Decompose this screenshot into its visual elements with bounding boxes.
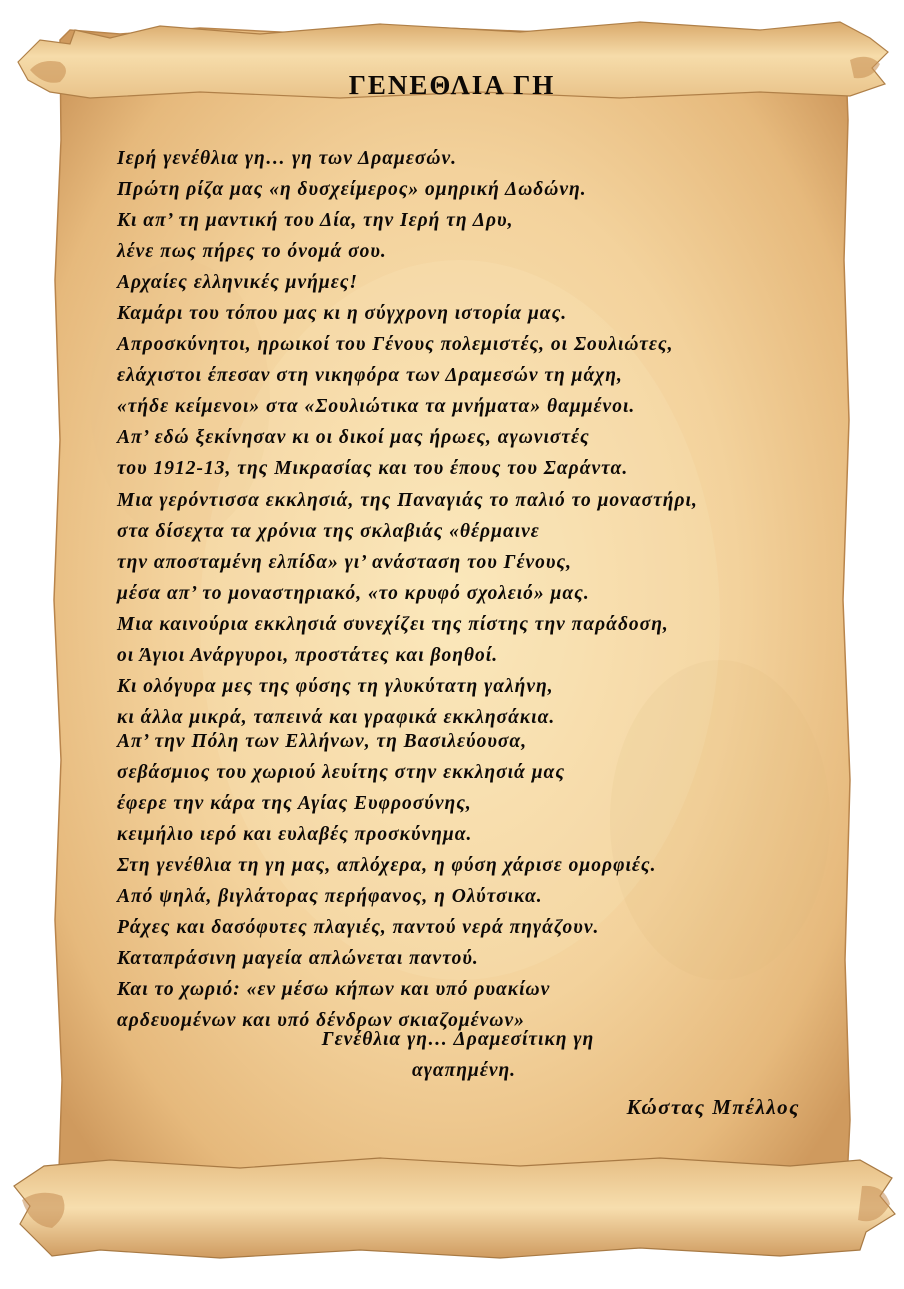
closing-line: Γενέθλια γη… Δραμεσίτικη γη [321,1029,595,1050]
author-signature: Κώστας Μπέλλος [626,1095,800,1119]
poem-line: «τήδε κείμενοι» στα «Σουλιώτικα τα μνήματα» θαμμένοι. [117,396,636,417]
poem-line: λένε πως πήρες το όνομά σου. [117,241,387,262]
poem-line: Κι απ’ τη μαντική του Δία, την Ιερή τη Δρυ, [117,210,514,231]
poem-line: Μια γερόντισσα εκκλησιά, της Παναγιάς το παλιό το μοναστήρι, [117,490,698,511]
poem-line: οι Άγιοι Ανάργυροι, προστάτες και βοηθοί. [117,645,499,666]
poem-line: αρδευομένων και υπό δένδρων σκιαζομένων» [117,1010,525,1031]
poem-line: Ιερή γενέθλια γη… γη των Δραμεσών. [117,148,458,169]
poem-line: την αποσταμένη ελπίδα» γι’ ανάσταση του Γένους, [117,552,572,573]
poem-line: κι άλλα μικρά, ταπεινά και γραφικά εκκλησάκια. [117,707,556,728]
poem-line: σεβάσμιος του χωριού λευίτης στην εκκλησιά μας [117,762,566,783]
poem-line: Απροσκύνητοι, ηρωικοί του Γένους πολεμιστές, οι Σουλιώτες, [117,334,674,355]
closing-line: αγαπημένη. [411,1060,517,1081]
poem-line: Μια καινούρια εκκλησιά συνεχίζει της πίστης την παράδοση, [117,614,669,635]
poem-line: Από ψηλά, βιγλάτορας περήφανος, η Ολύτσικα. [117,886,543,907]
poem-line: Απ’ την Πόλη των Ελλήνων, τη Βασιλεύουσα, [117,731,528,752]
poem-line: Αρχαίες ελληνικές μνήμες! [117,272,358,293]
poem-line: Στη γενέθλια τη γη μας, απλόχερα, η φύση χάρισε ομορφιές. [117,855,657,876]
poem-line: Πρώτη ρίζα μας «η δυσχείμερος» ομηρική Δωδώνη. [117,179,587,200]
stanza-5 [117,850,656,1036]
poem-line: κειμήλιο ιερό και ευλαβές προσκύνημα. [117,824,473,845]
stanza-1 [117,143,587,298]
poem-line: ελάχιστοι έπεσαν στη νικηφόρα των Δραμεσών τη μάχη, [117,365,623,386]
poem-line: Καμάρι του τόπου μας κι η σύγχρονη ιστορία μας. [117,303,568,324]
poem-title: ΓΕΝΕΘΛΙΑ ΓΗ [348,70,556,100]
poem-line: του 1912-13, της Μικρασίας και του έπους του Σαράντα. [117,458,629,479]
poem-line: στα δίσεχτα τα χρόνια της σκλαβιάς «θέρμαινε [117,521,540,542]
poem-line: μέσα απ’ το μοναστηριακό, «το κρυφό σχολειό» μας. [117,583,590,604]
poem-line: Καταπράσινη μαγεία απλώνεται παντού. [117,948,479,969]
stanza-4 [117,726,565,850]
stanza-3 [117,485,698,733]
poem-line: Και το χωριό: «εν μέσω κήπων και υπό ρυακίων [117,979,551,1000]
poem-line: Ράχες και δασόφυτες πλαγιές, παντού νερά πηγάζουν. [117,917,600,938]
poem-line: Απ’ εδώ ξεκίνησαν κι οι δικοί μας ήρωες, αγωνιστές [117,427,590,448]
stanza-2 [117,298,673,484]
poem-line: Κι ολόγυρα μες της φύσης τη γλυκύτατη γαλήνη, [117,676,554,697]
poem-line: έφερε την κάρα της Αγίας Ευφροσύνης, [117,793,472,814]
